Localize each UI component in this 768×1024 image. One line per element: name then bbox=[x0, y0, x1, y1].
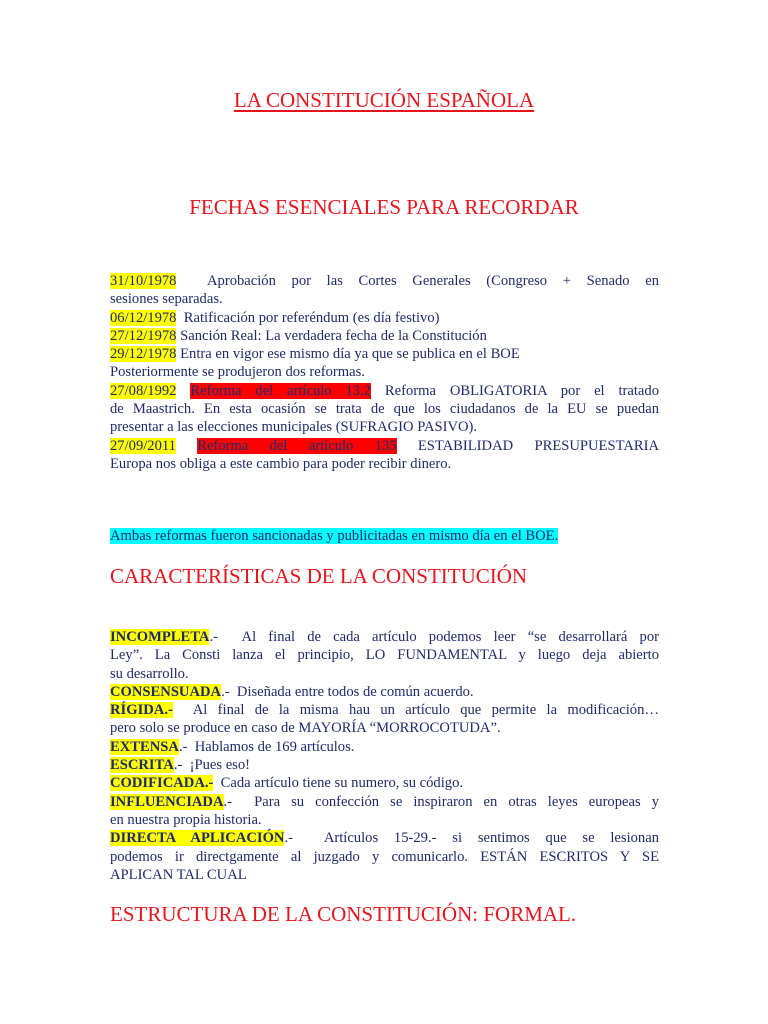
date-entry bbox=[110, 327, 659, 345]
characteristic-item bbox=[110, 756, 659, 774]
characteristics-heading: CARACTERÍSTICAS DE LA CONSTITUCIÓN bbox=[110, 564, 528, 588]
reform-highlight: Reforma del artículo 135 bbox=[197, 437, 397, 454]
term-text-cont: en nuestra propia historia. bbox=[110, 811, 262, 828]
date-text-cont: sesiones separadas. bbox=[110, 291, 223, 308]
document-title: LA CONSTITUCIÓN ESPAÑOLA bbox=[233, 88, 535, 112]
characteristic-item bbox=[110, 701, 659, 719]
characteristics-list bbox=[110, 628, 659, 884]
date-text: Sanción Real: La verdadera fecha de la Constitución bbox=[180, 327, 487, 344]
date-text-cont: presentar a las elecciones municipales (SUFRAGIO PASIVO). bbox=[110, 419, 478, 436]
date-text: Aprobación por las Cortes Generales (Congreso + Senado en bbox=[207, 273, 660, 289]
dates-heading: FECHAS ESENCIALES PARA RECORDAR bbox=[189, 195, 579, 219]
term-highlight: CONSENSUADA bbox=[110, 683, 222, 700]
term-suffix: .- bbox=[178, 738, 188, 755]
term-suffix: .- bbox=[221, 683, 230, 700]
term-highlight: CODIFICADA.- bbox=[110, 775, 214, 792]
date-highlight: 27/09/2011 bbox=[110, 437, 176, 454]
dates-list bbox=[110, 272, 659, 473]
term-text-cont: APLICAN TAL CUAL bbox=[110, 866, 247, 883]
date-text-cont: Europa nos obliga a este cambio para poder recibir dinero. bbox=[110, 455, 452, 472]
term-highlight: INFLUENCIADA bbox=[110, 793, 224, 810]
date-highlight: 27/12/1978 bbox=[110, 327, 177, 344]
term-text: ¡Pues eso! bbox=[189, 757, 251, 774]
term-text: Artículos 15-29.- si sentimos que se lesionan bbox=[323, 830, 660, 847]
term-text-cont: su desarrollo. bbox=[110, 665, 189, 682]
term-text: Hablamos de 169 artículos. bbox=[194, 738, 355, 755]
structure-heading: ESTRUCTURA DE LA CONSTITUCIÓN: FORMAL. bbox=[110, 902, 577, 926]
date-highlight: 06/12/1978 bbox=[110, 309, 177, 326]
term-suffix: .- bbox=[284, 830, 293, 847]
characteristic-item bbox=[110, 683, 659, 701]
characteristic-item bbox=[110, 774, 659, 792]
characteristic-item bbox=[110, 738, 659, 756]
term-text: Diseñada entre todos de común acuerdo. bbox=[236, 683, 474, 700]
date-text: Entra en vigor ese mismo día ya que se publica en el BOE bbox=[180, 346, 520, 363]
date-highlight: 27/08/1992 bbox=[110, 382, 177, 399]
term-text-cont: pero solo se produce en caso de MAYORÍA “MORROCOTUDA”. bbox=[110, 720, 501, 737]
term-text: Cada artículo tiene su numero, su código. bbox=[220, 775, 464, 792]
note-highlight: Ambas reformas fueron sancionadas y publicitadas en mismo día en el BOE. bbox=[110, 528, 559, 544]
date-text-cont: Posteriormente se produjeron dos reformas. bbox=[110, 364, 365, 381]
term-suffix: .- bbox=[223, 793, 233, 810]
characteristic-item bbox=[110, 829, 659, 847]
date-text: Ratificación por referéndum (es día festivo) bbox=[183, 309, 440, 326]
date-text: Reforma OBLIGATORIA por el tratado bbox=[384, 382, 660, 399]
note-block bbox=[110, 527, 659, 545]
term-text: Para su confección se inspiraron en otras leyes europeas y bbox=[254, 793, 659, 810]
term-highlight: EXTENSA bbox=[110, 738, 179, 755]
date-entry bbox=[110, 382, 659, 400]
date-entry bbox=[110, 437, 659, 455]
date-highlight: 29/12/1978 bbox=[110, 346, 177, 363]
term-text: Al final de cada artículo podemos leer “se desarrollará por bbox=[241, 629, 659, 645]
term-suffix: .- bbox=[173, 757, 183, 774]
note-line bbox=[110, 527, 659, 545]
reform-highlight: Reforma del artículo 13.2 bbox=[190, 382, 372, 399]
term-highlight: ESCRITA bbox=[110, 757, 174, 774]
term-suffix: .- bbox=[209, 629, 218, 645]
date-highlight: 31/10/1978 bbox=[110, 273, 177, 289]
term-text-cont: podemos ir directgamente al juzgado y comunicarlo. ESTÁN ESCRITOS Y SE bbox=[110, 848, 659, 865]
date-entry bbox=[110, 345, 659, 363]
date-entry bbox=[110, 272, 659, 290]
characteristic-item bbox=[110, 793, 659, 811]
term-highlight: DIRECTA APLICACIÓN bbox=[110, 830, 285, 847]
date-text-cont: de Maastrich. En esta ocasión se trata de que los ciudadanos de la EU se puedan bbox=[110, 401, 659, 418]
term-highlight: INCOMPLETA bbox=[110, 629, 210, 645]
term-text: Al final de la misma hau un artículo que permite la modificación… bbox=[192, 702, 659, 719]
date-text: ESTABILIDAD PRESUPUESTARIA bbox=[417, 437, 659, 454]
term-highlight: RÍGIDA.- bbox=[110, 702, 173, 719]
term-text-cont: Ley”. La Consti lanza el principio, LO FUNDAMENTAL y luego deja abierto bbox=[110, 647, 659, 664]
characteristic-item bbox=[110, 628, 659, 646]
date-entry bbox=[110, 309, 659, 327]
